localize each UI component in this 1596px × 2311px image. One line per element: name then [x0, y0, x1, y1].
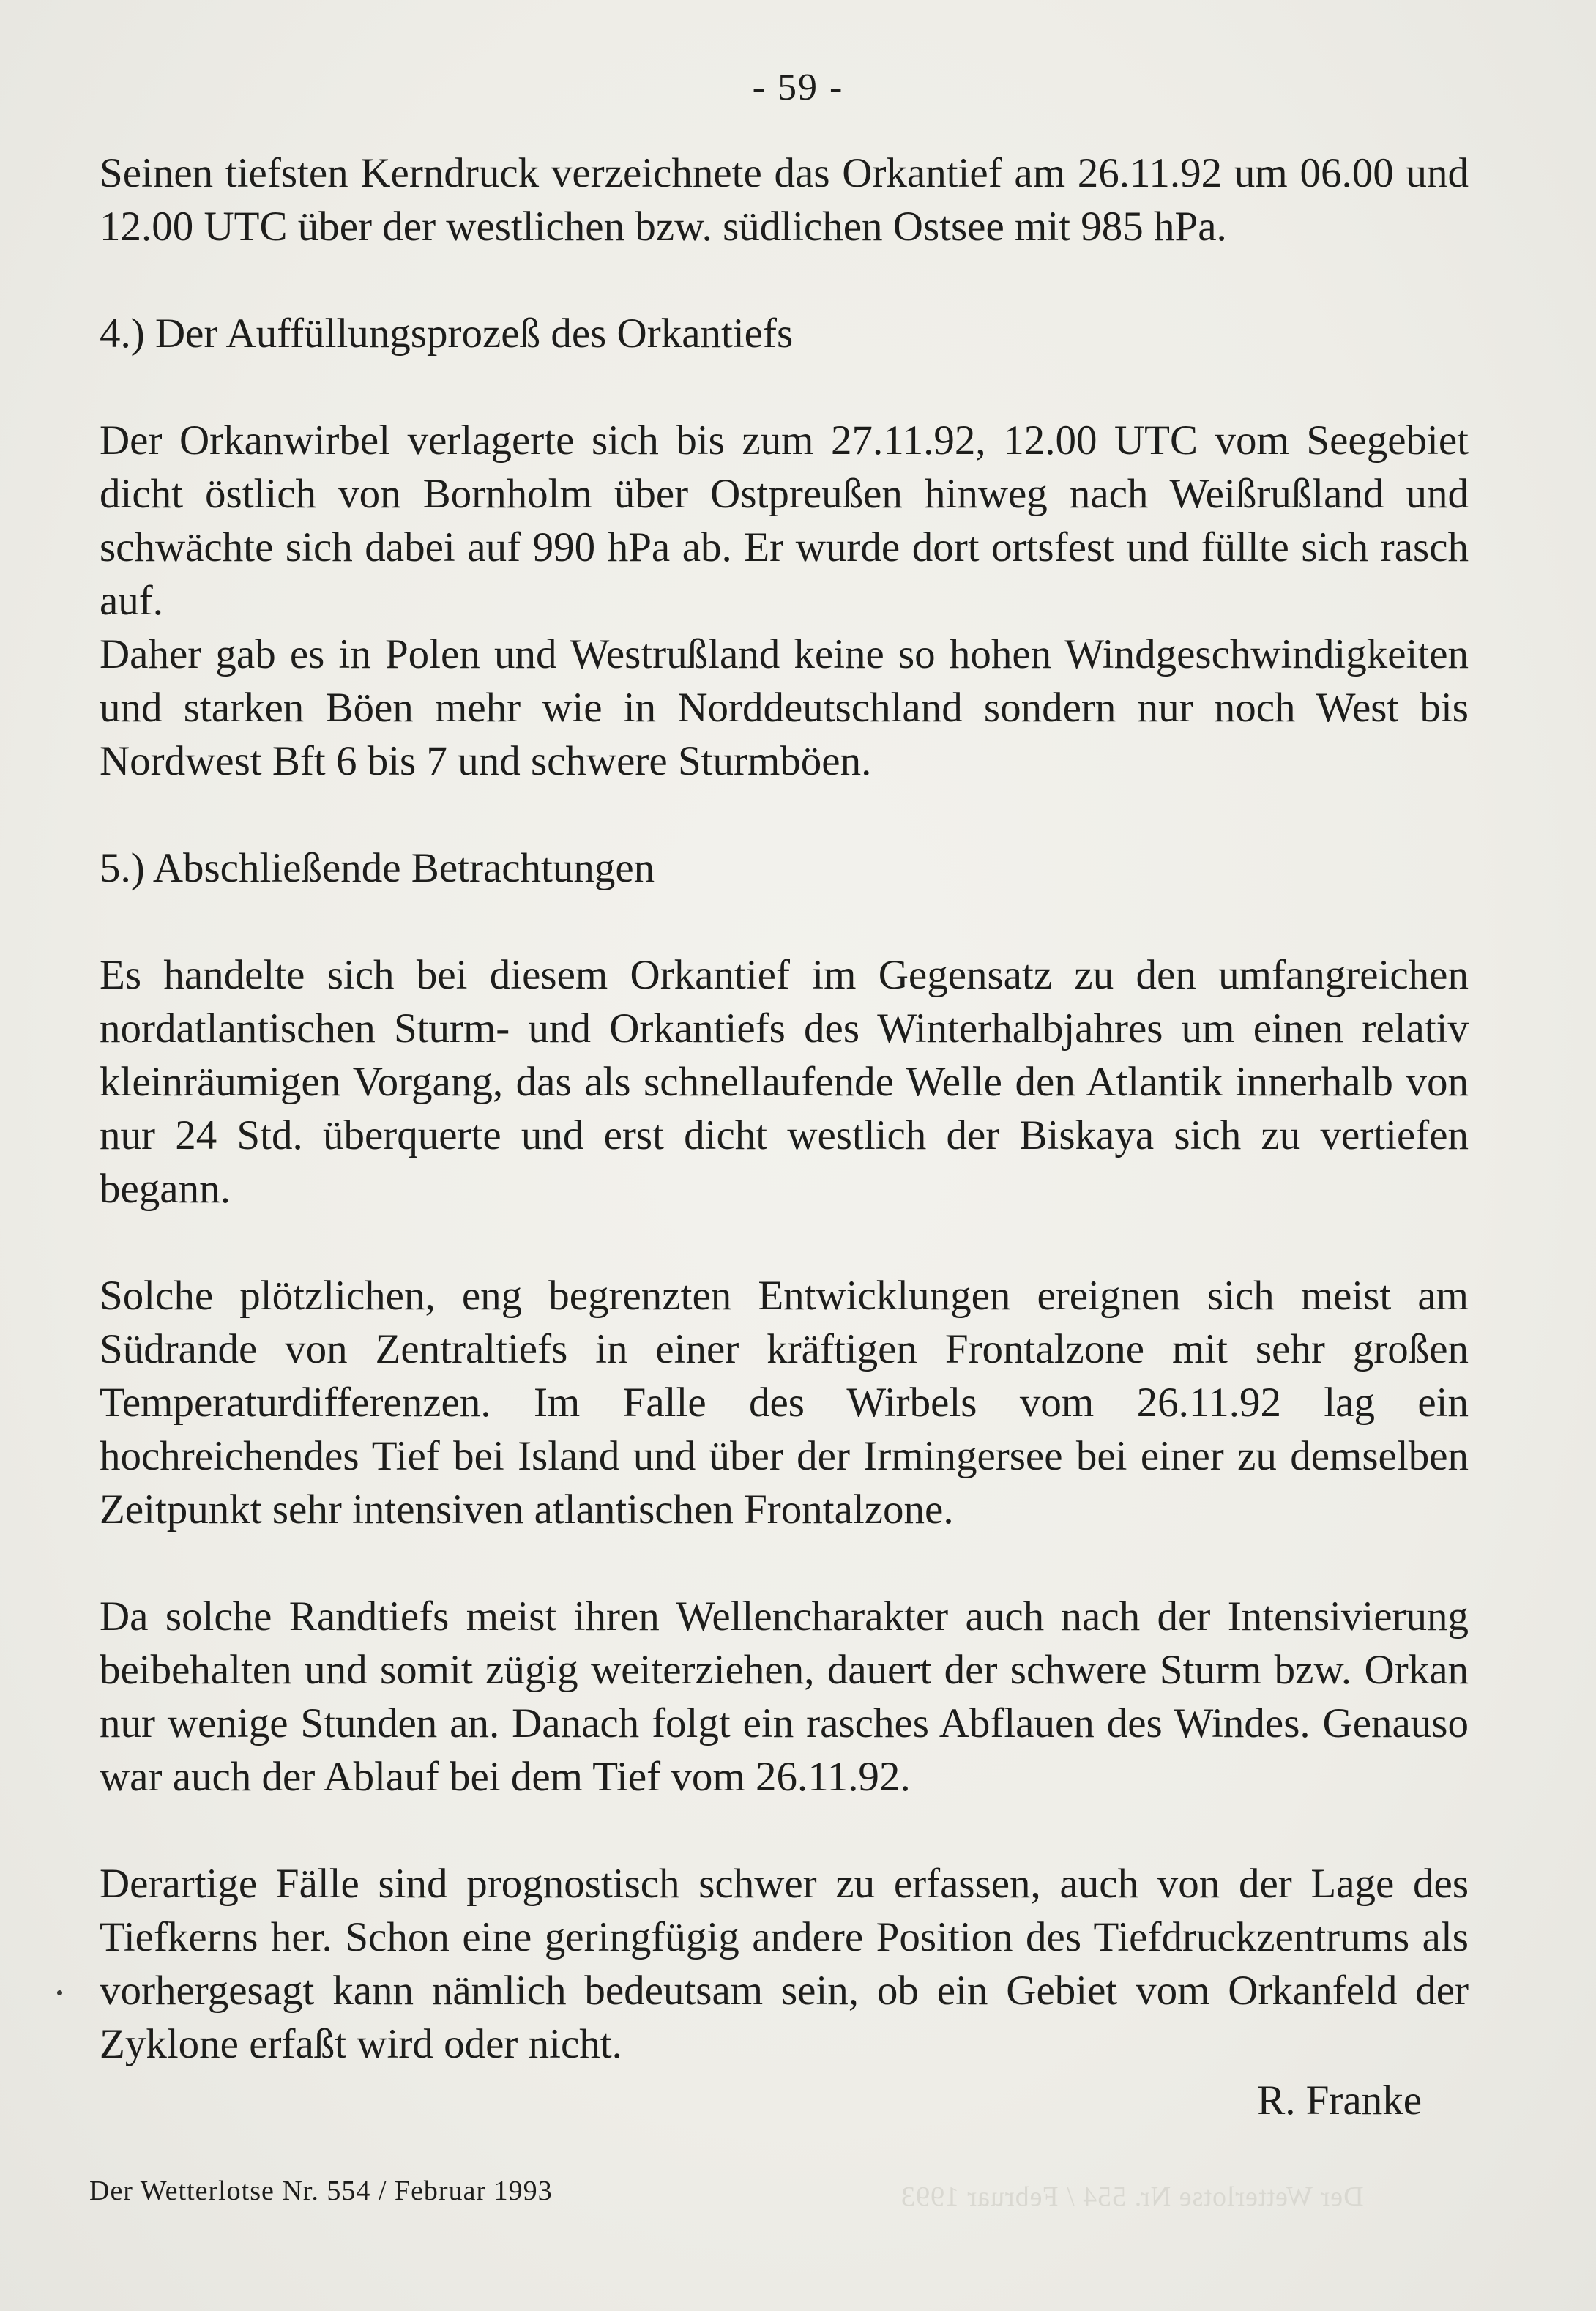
- paragraph-wind-poland: Daher gab es in Polen und Westrußland keine so hohen Windgeschwindigkeiten und starken Böen mehr wie in Norddeutschland sondern nur noch West bis Nordwest Bft 6 bis 7 und schwere Sturmböen.: [100, 631, 1469, 784]
- show-through-footer: Der Wetterlotse Nr. 554 / Februar 1993: [900, 2181, 1364, 2212]
- paragraph-sudden-developments: Solche plötzlichen, eng begrenzten Entwicklungen ereignen sich meist am Südrande von Zentraltiefs in einer kräftigen Frontalzone mit sehr großen Temperaturdifferenzen. Im Falle des Wirbels vom 26.11.92 lag ein hochreichendes Tief bei Island und über der Irmingersee bei einer zu demselben Zeitpunkt sehr intensiven atlantischen Frontalzone.: [100, 1273, 1469, 1533]
- page-number: - 59 -: [752, 67, 844, 108]
- author-signature: R. Franke: [1257, 2077, 1422, 2124]
- paragraph-filling-process: Der Orkanwirbel verlagerte sich bis zum 27.11.92, 12.00 UTC vom Seegebiet dicht östlich von Bornholm über Ostpreußen hinweg nach Weißrußland und schwächte sich dabei auf 990 hPa ab. Er wurde dort ortsfest und füllte sich rasch auf.: [100, 417, 1469, 624]
- ink-speck: [57, 1990, 62, 1995]
- paragraph-wave-character: Da solche Randtiefs meist ihren Wellencharakter auch nach der Intensivierung beibehalten und somit zügig weiterziehen, dauert der schwere Sturm bzw. Orkan nur wenige Stunden an. Danach folgt ein rasches Abflauen des Windes. Genauso war auch der Ablauf bei dem Tief vom 26.11.92.: [100, 1593, 1469, 1800]
- section-heading-4: 4.) Der Auffüllungsprozeß des Orkantiefs: [100, 310, 794, 357]
- paragraph-small-scale-process: Es handelte sich bei diesem Orkantief im Gegensatz zu den umfangreichen nordatlantischen Sturm- und Orkantiefs des Winterhalbjahres um einen relativ kleinräumigen Vorgang, das als schnellaufende Welle den Atlantik innerhalb von nur 24 Std. überquerte und erst dicht westlich der Biskaya sich zu vertiefen begann.: [100, 952, 1469, 1212]
- section-heading-5: 5.) Abschließende Betrachtungen: [100, 845, 655, 891]
- paragraph-forecast-difficulty: Derartige Fälle sind prognostisch schwer zu erfassen, auch von der Lage des Tiefkerns her. Schon eine geringfügig andere Position des Tiefdruckzentrums als vorhergesagt kann nämlich bedeutsam sein, ob ein Gebiet vom Orkanfeld der Zyklone erfaßt wird oder nicht.: [100, 1861, 1469, 2067]
- article-body: [100, 146, 1469, 2127]
- page-footer: Der Wetterlotse Nr. 554 / Februar 1993: [89, 2176, 553, 2206]
- paragraph-core-pressure: Seinen tiefsten Kerndruck verzeichnete das Orkantief am 26.11.92 um 06.00 und 12.00 UTC über der westlichen bzw. südlichen Ostsee mit 985 hPa.: [100, 150, 1469, 250]
